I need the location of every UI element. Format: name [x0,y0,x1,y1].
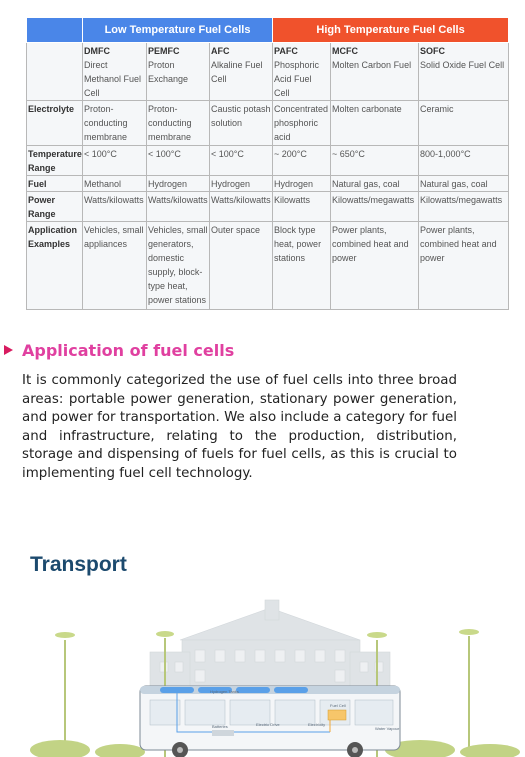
table-cell: ~ 200°C [273,146,331,176]
row-label: Electrolyte [27,101,83,146]
table-cell: Hydrogen [273,176,331,192]
section-body: It is commonly categorized the use of fuel cells into three broad areas: portable power generation, stationary power generation, and power for transportation. We also include a category for fuel and infrastructure, relating to the production, distribution, storage and dispensing of fuels for fuel cells, as this is crucial to implementing fuel cell technology. [22,373,457,481]
low-temp-group-header: Low Temperature Fuel Cells [83,18,273,43]
table-cell: Proton-conducting membrane [147,101,210,146]
type-header-blank [27,43,83,101]
label-fuel-cell: Fuel Cell [330,703,346,708]
table-cell: Concentrated phosphoric acid [273,101,331,146]
table-cell: Proton-conducting membrane [83,101,147,146]
section-heading: Application of fuel cells [22,341,235,360]
group-header-row [27,18,509,43]
type-cell-pafc: PAFC Phosphoric Acid Fuel Cell [273,43,331,101]
label-hydrogen-tanks: Hydrogen Tanks [210,689,239,694]
table-cell: Hydrogen [147,176,210,192]
transport-illustration [0,590,525,757]
table-row-fuel [27,176,509,192]
table-cell: Block type heat, power stations [273,222,331,310]
type-cell-mcfc: MCFC Molten Carbon Fuel [331,43,419,101]
table-row-power-range [27,192,509,222]
tree-right-2 [459,629,479,757]
table-cell: Vehicles, small appliances [83,222,147,310]
table-cell: < 100°C [210,146,273,176]
label-electric-drive: Electric Drive [256,722,280,727]
corner-cell [27,18,83,43]
fuel-cell-comparison-table [26,17,509,310]
table-cell: Outer space [210,222,273,310]
table-cell: Watts/kilowatts [210,192,273,222]
table-cell: 800-1,000°C [419,146,509,176]
label-water-vapour: Water Vapour [375,726,400,731]
type-cell-sofc: SOFC Solid Oxide Fuel Cell [419,43,509,101]
table-cell: Natural gas, coal [331,176,419,192]
table-row-electrolyte [27,101,509,146]
table-cell: Watts/kilowatts [83,192,147,222]
arrow-bullet-icon [4,345,13,355]
table-cell: < 100°C [83,146,147,176]
table-cell: Kilowatts/megawatts [331,192,419,222]
table-cell: Vehicles, small generators, domestic supply, block-type heat, power stations [147,222,210,310]
table-cell: Caustic potash solution [210,101,273,146]
type-header-row [27,43,509,101]
table-cell: Natural gas, coal [419,176,509,192]
table-cell: Watts/kilowatts [147,192,210,222]
table-cell: Power plants, combined heat and power [419,222,509,310]
table-cell: Power plants, combined heat and power [331,222,419,310]
fuel-cell-bus [140,686,400,757]
table-cell: Methanol [83,176,147,192]
table-cell: Kilowatts [273,192,331,222]
table-cell: Molten carbonate [331,101,419,146]
row-label: Power Range [27,192,83,222]
type-cell-pemfc: PEMFC Proton Exchange [147,43,210,101]
row-label: Temperature Range [27,146,83,176]
type-cell-afc: AFC Alkaline Fuel Cell [210,43,273,101]
high-temp-group-header: High Temperature Fuel Cells [273,18,509,43]
type-cell-dmfc: DMFC Direct Methanol Fuel Cell [83,43,147,101]
figure-title: Transport [30,553,127,576]
table-cell: Ceramic [419,101,509,146]
table-cell: ~ 650°C [331,146,419,176]
row-label: Fuel [27,176,83,192]
label-electricity: Electricity [308,722,326,727]
table-cell: < 100°C [147,146,210,176]
table-row-temperature [27,146,509,176]
table-row-applications [27,222,509,310]
tree-left-1 [55,632,75,757]
table-cell: Hydrogen [210,176,273,192]
row-label: Application Examples [27,222,83,310]
label-batteries: Batteries [212,724,228,729]
table-cell: Kilowatts/megawatts [419,192,509,222]
building-illustration [150,600,390,695]
